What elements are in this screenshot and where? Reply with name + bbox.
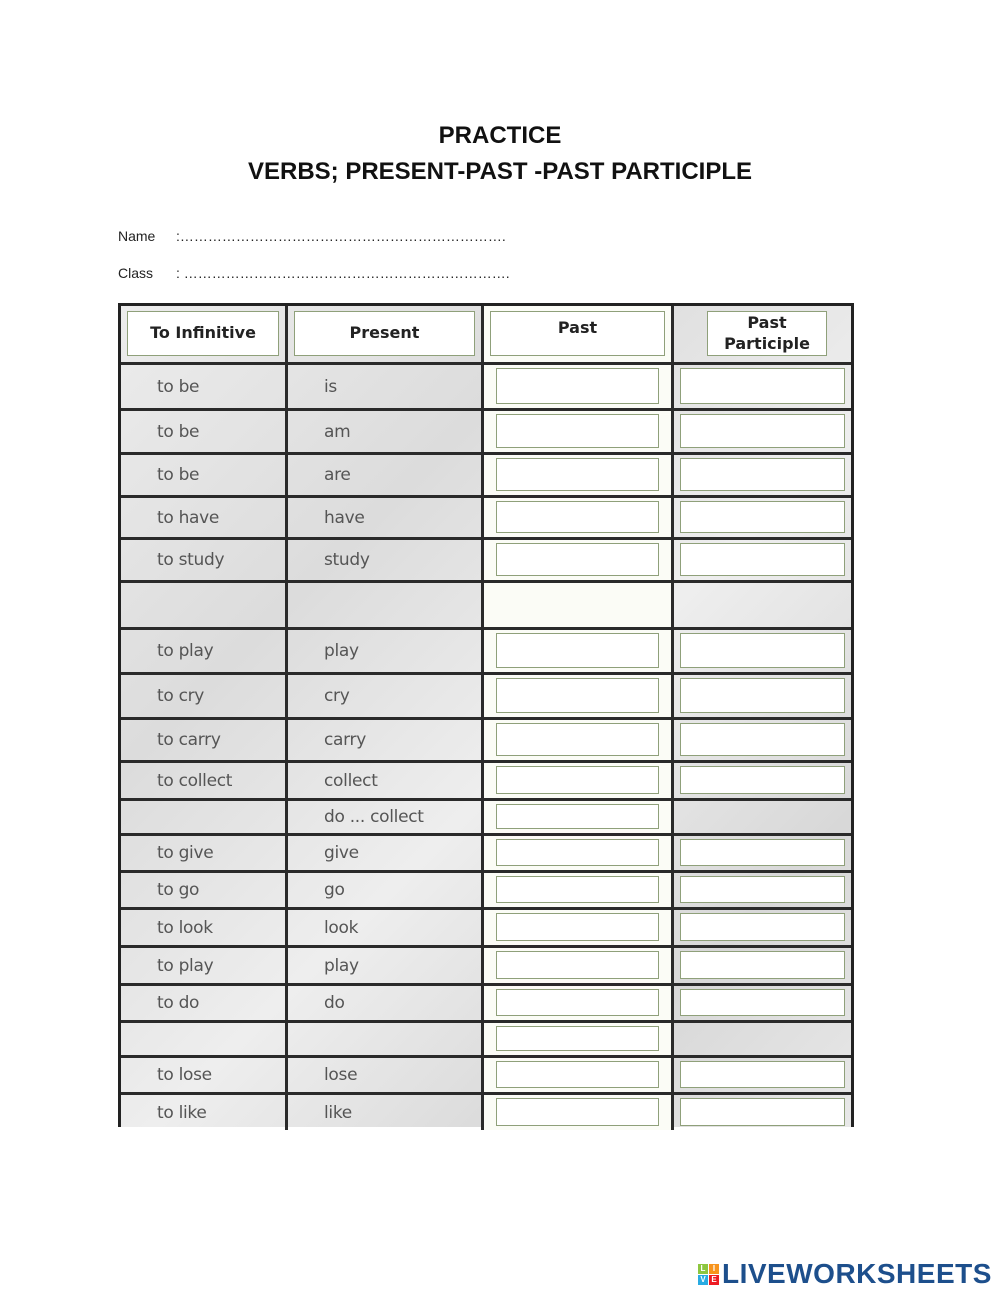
past-participle-answer-input[interactable] <box>680 543 845 576</box>
past-answer-input[interactable] <box>496 839 659 866</box>
table-row <box>121 675 851 720</box>
infinitive-cell <box>121 986 288 1020</box>
past-participle-answer-input[interactable] <box>680 678 845 713</box>
past-answer-input[interactable] <box>496 1098 659 1126</box>
present-cell <box>288 411 484 452</box>
past-cell <box>484 540 674 580</box>
present-cell <box>288 630 484 672</box>
table-row <box>121 411 851 455</box>
past-cell <box>484 948 674 983</box>
past-cell <box>484 873 674 907</box>
name-field <box>118 228 506 244</box>
present-text: like <box>324 1102 352 1123</box>
infinitive-cell <box>121 630 288 672</box>
past-answer-input[interactable] <box>496 913 659 941</box>
past-participle-cell <box>674 720 851 760</box>
infinitive-text: to be <box>157 465 200 485</box>
present-text: carry <box>324 730 367 750</box>
infinitive-text: to cry <box>157 686 205 706</box>
past-participle-cell <box>674 836 851 870</box>
past-participle-answer-input[interactable] <box>680 1061 845 1088</box>
present-text: study <box>324 550 370 570</box>
present-text: play <box>324 641 359 661</box>
past-participle-answer-input[interactable] <box>680 633 845 668</box>
present-cell <box>288 675 484 717</box>
past-cell <box>484 986 674 1020</box>
present-cell <box>288 763 484 798</box>
present-cell <box>288 455 484 495</box>
past-participle-cell <box>674 910 851 945</box>
present-text: collect <box>324 770 378 791</box>
table-row <box>121 873 851 910</box>
table-row <box>121 365 851 411</box>
infinitive-cell <box>121 411 288 452</box>
past-participle-cell <box>674 675 851 717</box>
present-text: am <box>324 421 351 442</box>
infinitive-text: to be <box>157 376 200 397</box>
present-cell <box>288 1095 484 1130</box>
present-cell <box>288 365 484 408</box>
past-cell <box>484 1023 674 1055</box>
present-cell <box>288 583 484 627</box>
past-participle-cell <box>674 1023 851 1055</box>
infinitive-text: to look <box>157 917 213 938</box>
table-row <box>121 763 851 801</box>
past-cell <box>484 411 674 452</box>
past-participle-answer-input[interactable] <box>680 414 845 448</box>
table-row <box>121 986 851 1023</box>
past-participle-cell <box>674 411 851 452</box>
past-participle-cell <box>674 1095 851 1130</box>
past-answer-input[interactable] <box>496 876 659 903</box>
past-cell <box>484 675 674 717</box>
present-text: do <box>324 993 345 1013</box>
header-present: Present <box>294 311 475 356</box>
infinitive-text: to go <box>157 880 200 900</box>
infinitive-cell <box>121 1095 288 1130</box>
past-participle-answer-input[interactable] <box>680 913 845 941</box>
infinitive-text: to have <box>157 507 220 528</box>
table-row <box>121 540 851 583</box>
table-row <box>121 910 851 948</box>
infinitive-text: to do <box>157 993 200 1013</box>
infinitive-text: to collect <box>157 770 233 791</box>
infinitive-cell <box>121 365 288 408</box>
past-participle-answer-input[interactable] <box>680 839 845 866</box>
past-participle-answer-input[interactable] <box>680 723 845 756</box>
past-participle-cell <box>674 801 851 833</box>
infinitive-cell <box>121 801 288 833</box>
present-cell <box>288 801 484 833</box>
past-answer-input[interactable] <box>496 368 659 404</box>
worksheet-title: PRACTICE <box>438 122 562 149</box>
past-cell <box>484 455 674 495</box>
infinitive-cell <box>121 836 288 870</box>
past-participle-answer-input[interactable] <box>680 876 845 903</box>
past-answer-input[interactable] <box>496 543 659 576</box>
past-participle-cell <box>674 365 851 408</box>
infinitive-cell <box>121 498 288 537</box>
past-answer-input[interactable] <box>496 633 659 668</box>
past-participle-cell <box>674 1058 851 1092</box>
class-dotted-line: : ……………………………………………………………. <box>176 265 510 281</box>
header-past: Past <box>490 311 665 356</box>
past-answer-input[interactable] <box>496 723 659 756</box>
infinitive-text: to play <box>157 641 214 661</box>
table-row <box>121 720 851 763</box>
past-participle-cell <box>674 583 851 627</box>
present-text: cry <box>324 686 350 706</box>
past-participle-answer-input[interactable] <box>680 766 845 794</box>
present-cell <box>288 720 484 760</box>
past-answer-input[interactable] <box>496 458 659 491</box>
infinitive-cell <box>121 1058 288 1092</box>
table-row <box>121 1023 851 1058</box>
infinitive-text: to lose <box>157 1065 212 1085</box>
past-cell <box>484 836 674 870</box>
table-row <box>121 1058 851 1095</box>
class-label: Class <box>118 265 154 281</box>
class-field <box>118 265 510 281</box>
present-text: play <box>324 955 359 976</box>
past-cell <box>484 365 674 408</box>
infinitive-text: to like <box>157 1102 207 1123</box>
infinitive-cell <box>121 873 288 907</box>
infinitive-cell <box>121 675 288 717</box>
table-row <box>121 801 851 836</box>
table-row <box>121 948 851 986</box>
header-past-participle: Past Participle <box>707 311 827 356</box>
past-participle-cell <box>674 630 851 672</box>
infinitive-cell <box>121 910 288 945</box>
past-cell <box>484 763 674 798</box>
infinitive-cell <box>121 720 288 760</box>
infinitive-text: to give <box>157 843 214 863</box>
past-participle-answer-input[interactable] <box>680 951 845 979</box>
past-participle-answer-input[interactable] <box>680 458 845 491</box>
infinitive-text: to play <box>157 955 214 976</box>
present-cell <box>288 498 484 537</box>
liveworksheets-logo <box>698 1258 992 1290</box>
table-row <box>121 583 851 630</box>
table-row <box>121 498 851 540</box>
present-text: look <box>324 917 359 938</box>
present-cell <box>288 836 484 870</box>
table-header-row <box>121 306 851 365</box>
live-badge-icon: L I V E <box>698 1264 719 1285</box>
past-participle-cell <box>674 873 851 907</box>
past-answer-input[interactable] <box>496 501 659 533</box>
header-infinitive: To Infinitive <box>127 311 279 356</box>
infinitive-cell <box>121 1023 288 1055</box>
past-participle-cell <box>674 455 851 495</box>
past-cell <box>484 1095 674 1130</box>
past-cell <box>484 1058 674 1092</box>
past-answer-input[interactable] <box>496 989 659 1016</box>
past-participle-answer-input[interactable] <box>680 1098 845 1126</box>
logo-text: LIVEWORKSHEETS <box>722 1258 992 1289</box>
past-participle-cell <box>674 763 851 798</box>
present-cell <box>288 910 484 945</box>
past-participle-answer-input[interactable] <box>680 989 845 1016</box>
present-cell <box>288 1058 484 1092</box>
infinitive-cell <box>121 583 288 627</box>
infinitive-text: to be <box>157 421 200 442</box>
present-text: give <box>324 843 359 863</box>
present-cell <box>288 540 484 580</box>
infinitive-text: to carry <box>157 730 221 750</box>
past-participle-answer-input[interactable] <box>680 501 845 533</box>
table-row <box>121 836 851 873</box>
infinitive-cell <box>121 455 288 495</box>
past-participle-cell <box>674 498 851 537</box>
present-text: do ... collect <box>324 807 424 827</box>
table-row <box>121 455 851 498</box>
past-cell <box>484 720 674 760</box>
past-cell <box>484 583 674 627</box>
present-cell <box>288 873 484 907</box>
present-text: is <box>324 376 337 397</box>
past-participle-cell <box>674 948 851 983</box>
past-participle-cell <box>674 540 851 580</box>
name-dotted-line: :……………………………………………………………. <box>176 228 506 244</box>
past-answer-input[interactable] <box>496 766 659 794</box>
table-row <box>121 630 851 675</box>
present-cell <box>288 986 484 1020</box>
past-cell <box>484 630 674 672</box>
present-text: go <box>324 880 345 900</box>
name-label: Name <box>118 228 156 244</box>
past-cell <box>484 910 674 945</box>
present-text: lose <box>324 1065 358 1085</box>
past-cell <box>484 801 674 833</box>
worksheet-subtitle: VERBS; PRESENT-PAST -PAST PARTICIPLE <box>247 158 753 185</box>
infinitive-text: to study <box>157 550 225 570</box>
present-text: have <box>324 507 365 528</box>
present-cell <box>288 1023 484 1055</box>
past-answer-input[interactable] <box>496 678 659 713</box>
infinitive-cell <box>121 540 288 580</box>
table-row <box>121 1095 851 1130</box>
past-participle-answer-input[interactable] <box>680 368 845 404</box>
past-answer-input[interactable] <box>496 1061 659 1088</box>
past-cell <box>484 498 674 537</box>
present-cell <box>288 948 484 983</box>
infinitive-cell <box>121 948 288 983</box>
past-answer-input[interactable] <box>496 951 659 979</box>
present-text: are <box>324 465 351 485</box>
past-answer-input[interactable] <box>496 804 659 829</box>
past-answer-input[interactable] <box>496 414 659 448</box>
verb-table <box>118 303 854 1127</box>
past-answer-input[interactable] <box>496 1026 659 1051</box>
past-participle-cell <box>674 986 851 1020</box>
infinitive-cell <box>121 763 288 798</box>
